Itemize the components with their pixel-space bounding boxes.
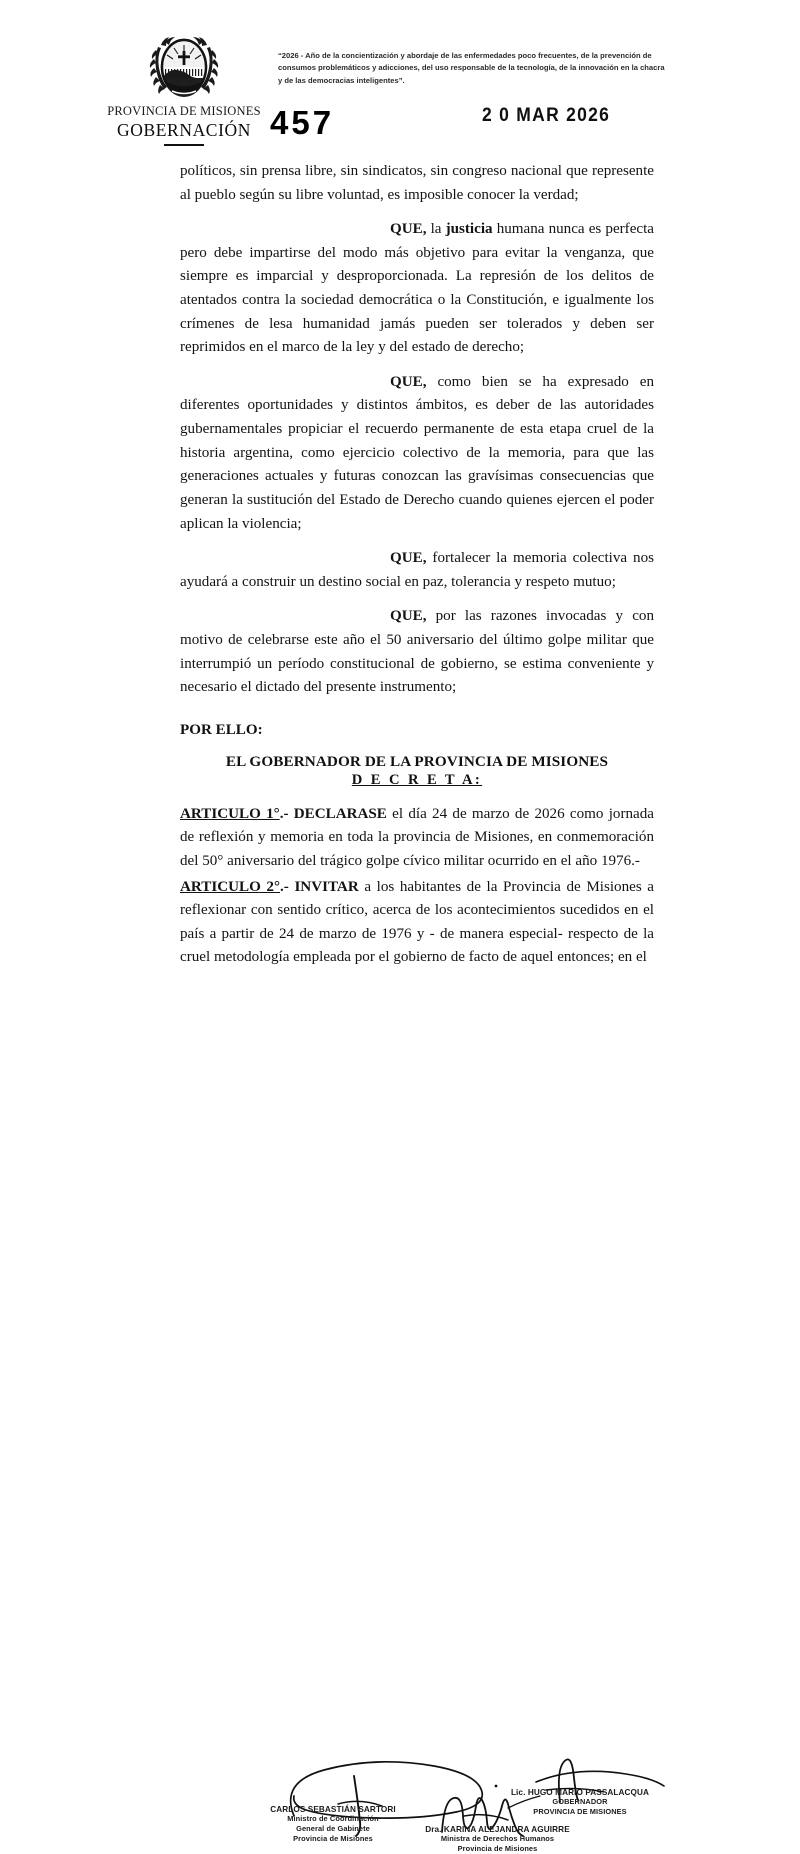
- signature-role-sartori-1: Ministro de Coordinación: [287, 1814, 379, 1823]
- governor-title-heading: EL GOBERNADOR DE LA PROVINCIA DE MISIONES: [225, 752, 609, 770]
- article-1-text: el día 24 de marzo de 2026 como jornada de reflexión y memoria en toda la provincia de Misiones, en conmemoración del 50° aniversario del trágico golpe cívico militar ocurrido en el año 1976.-: [180, 805, 654, 870]
- letterhead-office-line: GOBERNACIÓN: [117, 120, 251, 140]
- article-1-action: DECLARASE: [293, 805, 387, 822]
- document-body: [180, 160, 654, 970]
- signature-name-gobernador: Lic. HUGO MARIO PASSALACQUA: [510, 1788, 650, 1797]
- paragraph-considerando-justicia: [180, 218, 654, 360]
- que-text-a: la: [426, 221, 446, 238]
- que-lead: QUE,: [390, 221, 427, 238]
- letterhead-crest-block: [104, 33, 264, 146]
- misiones-coat-of-arms-icon: [148, 33, 220, 103]
- que-lead: QUE,: [390, 550, 427, 567]
- que-lead: QUE,: [390, 373, 427, 390]
- article-1-label: ARTICULO 1°: [180, 805, 280, 822]
- date-stamp: 2 0 MAR 2026: [482, 105, 611, 126]
- paragraph-continuation: políticos, sin prensa libre, sin sindicatos, sin congreso nacional que represente al pueblo según su libre voluntad, es imposible conocer la verdad;: [180, 163, 654, 203]
- emphasis-justicia: justicia: [445, 221, 493, 238]
- signature-name-sartori: CARLOS SEBASTIÁN SARTORI: [270, 1805, 396, 1814]
- signature-block-aguirre: [390, 1825, 605, 1854]
- signature-role-gobernador-2: PROVINCIA DE MISIONES: [533, 1806, 627, 1816]
- signature-role-gobernador-1: GOBERNADOR: [552, 1797, 608, 1806]
- paragraph-considerando-memoria: [180, 371, 654, 536]
- decreta-word: D E C R E T A:: [351, 771, 483, 788]
- signature-area: [0, 880, 800, 1853]
- article-2-action: INVITAR: [294, 878, 359, 895]
- paragraph-considerando-razones: [180, 605, 654, 699]
- que-text: fortalecer la memoria colectiva nos ayudará a construir un destino social en paz, tolerancia y respeto mutuo;: [180, 550, 654, 590]
- signature-role-sartori-3: Provincia de Misiones: [293, 1833, 373, 1843]
- article-1: [180, 803, 654, 874]
- letterhead-province-line: PROVINCIA DE MISIONES: [107, 104, 261, 118]
- article-2-separator: .-: [280, 878, 295, 895]
- letterhead-divider: [164, 144, 204, 146]
- year-motto-text: “2026 - Año de la concientización y abordaje de las enfermedades poco frecuentes, de la prevención de consumos problemáticos y adicciones, del uso responsable de la tecnología, de la innovación en la chacra y de las democracias inteligentes”.: [278, 51, 665, 85]
- signature-role-sartori-2: General de Gabinete: [296, 1823, 370, 1833]
- que-text: como bien se ha expresado en diferentes oportunidades y distintos ámbitos, es deber de las autoridades gubernamentales propiciar el recuerdo permanente de esta etapa cruel de la historia argentina, como ejercicio colectivo de la memoria, para que las generaciones actuales y futuras conozcan las gravísimas consecuencias que generan la sustitución del Estado de Derecho cuando quienes ejercen el poder aplican la violencia;: [180, 373, 654, 532]
- paragraph-considerando-fortalecer: [180, 547, 654, 594]
- por-ello-heading: POR ELLO:: [180, 721, 263, 738]
- decreta-heading-block: [180, 753, 654, 789]
- que-text-b: humana nunca es perfecta pero debe impartirse del modo más objetivo para evitar la venganza, que siempre es imparcial y desproporcionada. La represión de los delitos de atentados contra la sociedad democrática o la Constitución, e igualmente los crímenes de lesa humanidad jamás pueden ser tolerados y deben ser reprimidos en el marco de la ley y del estado de derecho;: [180, 221, 654, 356]
- signature-role-aguirre-2: Provincia de Misiones: [457, 1843, 538, 1853]
- signature-block-gobernador: [480, 1788, 680, 1817]
- que-text: por las razones invocadas y con motivo de celebrarse este año el 50 aniversario del último golpe militar que interrumpió un período constitucional de gobierno, se estima conveniente y necesario el dictado del presente instrumento;: [180, 608, 654, 696]
- decree-number-stamp: 457: [270, 104, 335, 141]
- article-2-label: ARTICULO 2°: [180, 878, 281, 895]
- signature-role-aguirre-1: Ministra de Derechos Humanos: [440, 1834, 555, 1843]
- document-header: [0, 0, 800, 152]
- que-lead: QUE,: [390, 608, 427, 625]
- article-2-text: a los habitantes de la Provincia de Misiones a reflexionar con sentido crítico, acerca de los acontecimientos sucedidos en el país a partir de 24 de marzo de 1976 y - de manera especial- respecto de la cruel metodología empleada por el gobierno de facto de aquel entonces; en el: [180, 878, 654, 966]
- article-1-separator: .-: [279, 805, 294, 822]
- signature-name-aguirre: Dra. KARINA ALEJANDRA AGUIRRE: [425, 1825, 570, 1834]
